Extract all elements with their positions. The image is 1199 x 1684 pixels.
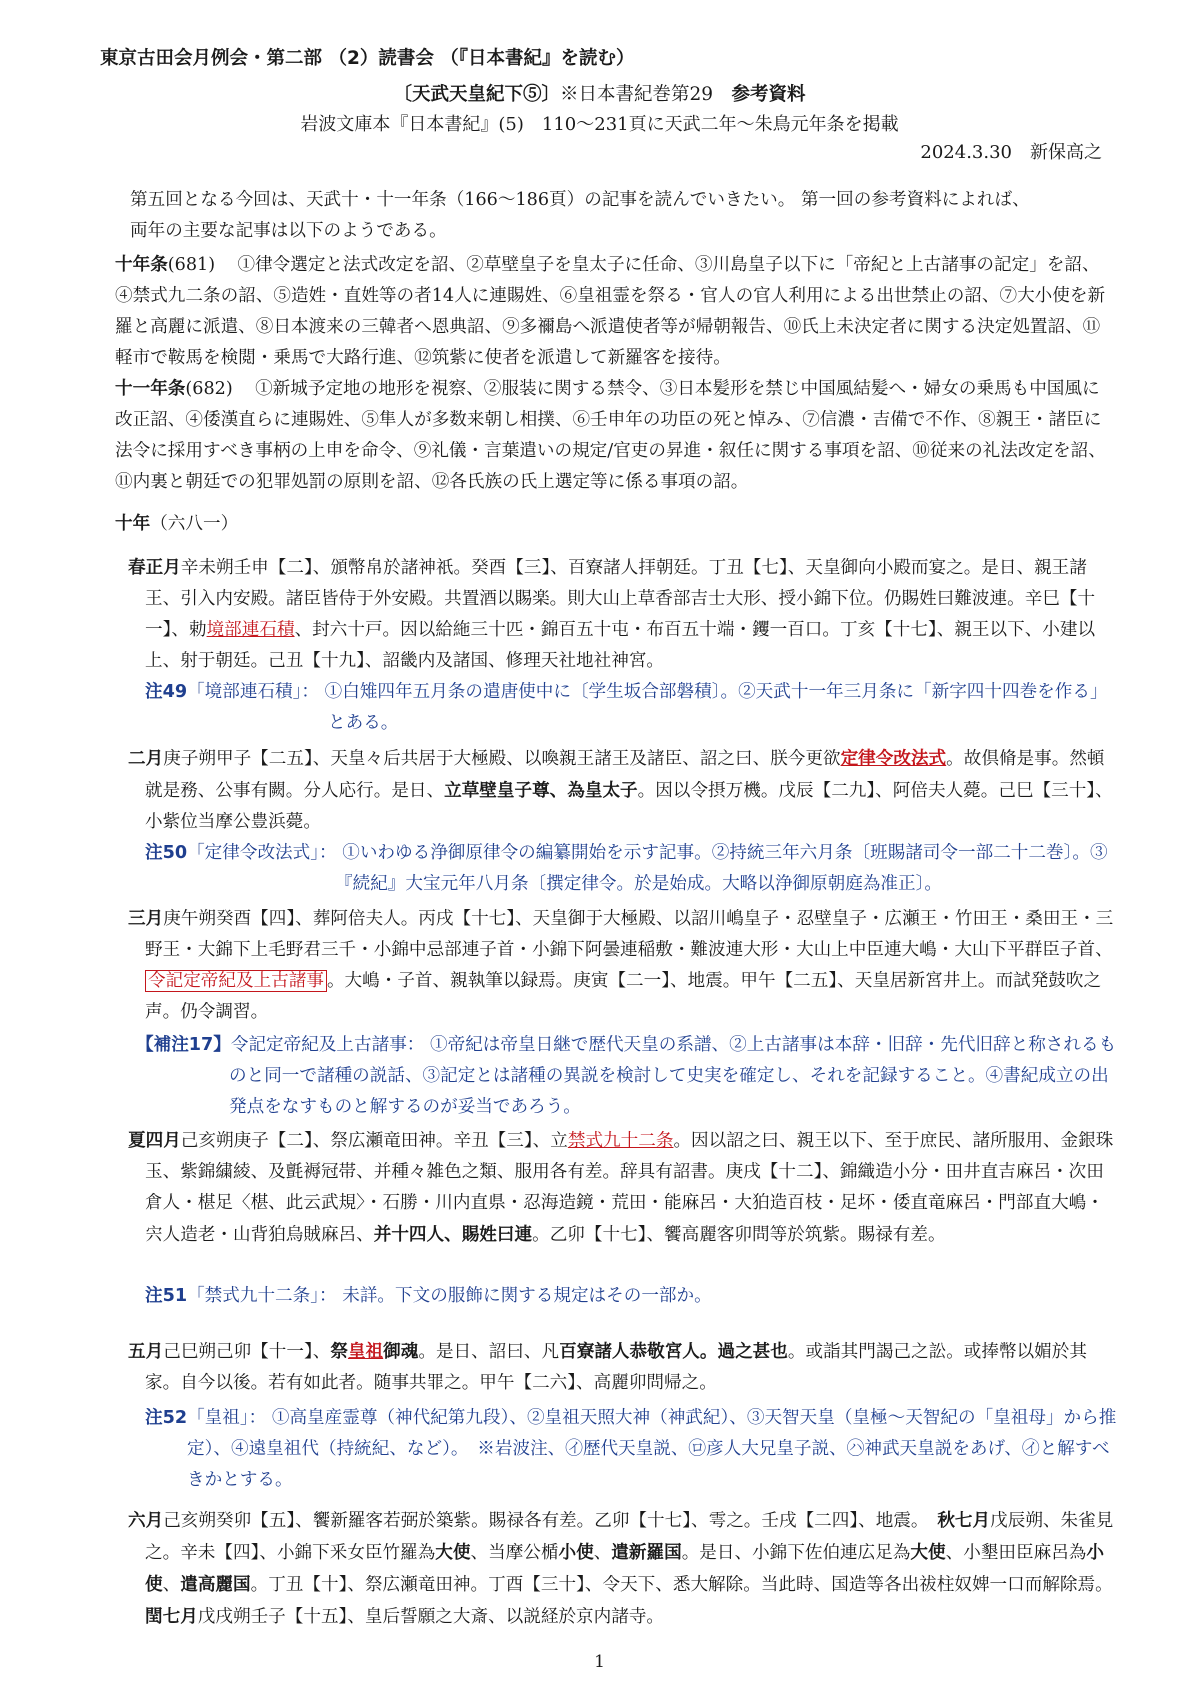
summary-10-text: ①律令選定と法式改定を詔、②草壁皇子を皇太子に任命、③川島皇子以下に「帝紀と上古諸事の記定」を詔、④禁式九二条の詔、⑤造姓・直姓等の者14人に連賜姓、⑥皇祖霊を祭る・官人の官人利用による出世禁止の詔、⑦大小使を新羅と高麗に派遣、⑧日本渡来の三韓者へ恩典詔、⑨多禰島へ派遣使者等が帰朝報告、⑩氏上未決定者に関する決定処置詔、⑪軽市で鞍馬を検閲・乗馬で大路行進、⑫筑紫に使者を派遣して新羅客を接待。 xyxy=(115,255,1106,368)
entry-text: 、 xyxy=(593,1543,612,1563)
entry-text: 戊戌朔壬子【十五】、皇后誓願之大斎、以説経於京内諸寺。 xyxy=(197,1607,665,1627)
entry-text: 。是日、詔曰、凡 xyxy=(418,1342,560,1362)
entry-text: 庚午朔癸酉【四】、葬阿倍夫人。丙戌【十七】、天皇御于大極殿、以詔川嶋皇子・忍壁皇子・広瀬王・竹田王・桑田王・三野王・大錦下上毛野君三千・小錦中忌部連子首・小錦下阿曇連稲敷・難波連大形・大山上中臣連大嶋・大山下平群臣子首、 xyxy=(145,909,1114,960)
entry-text: 庚子朔甲子【二五】、天皇々后共居于大極殿、以喚親王諸王及諸臣、詔之曰、朕今更欲 xyxy=(163,749,841,769)
bold-term: 大使 xyxy=(435,1542,471,1563)
entry-text: 、小墾田臣麻呂為 xyxy=(945,1543,1087,1563)
note-text: 未詳。下文の服飾に関する規定はその一部か。 xyxy=(342,1286,712,1306)
note-text: ①白雉四年五月条の遣唐使中に〔学生坂合部磐積〕。②天武十一年三月条に「新字四十四巻を作る」とある。 xyxy=(324,682,1108,733)
entry-text: 辛未朔壬申【二】、頒幣帛於諸神祇。癸酉【三】、百寮諸人拝朝廷。丁丑【七】、天皇御向小殿而宴之。是日、親王諸王、引入内安殿。諸臣皆侍于外安殿。共置酒以賜楽。則大山上草香部吉士大形、授小錦下位。仍賜姓曰難波連。辛巳【十一】、勅 xyxy=(145,558,1096,640)
entry-text: 。大嶋・子首、親執筆以録焉。庚寅【二一】、地震。甲午【二五】、天皇居新宮井上。而試発鼓吹之声。仍令調習。 xyxy=(145,971,1102,1022)
highlight-term: 禁式九十二条 xyxy=(567,1131,674,1151)
highlight-term: 定律令改法式 xyxy=(840,748,947,769)
note-52 xyxy=(145,1403,1120,1496)
entry-january xyxy=(128,552,1120,677)
note-label: 注52 xyxy=(145,1408,188,1428)
summary-11-text: ①新城予定地の地形を視察、②服装に関する禁令、③日本髪形を禁じ中国風結髪へ・婦女の乗馬も中国風に改正詔、④倭漢直らに連賜姓、⑤隼人が多数来朝し相撲、⑥壬申年の功臣の死と悼み、⑦信濃・吉備で不作、⑧親王・諸臣に法令に採用すべき事柄の上申を命令、⑨礼儀・言葉遣いの規定/官吏の昇進・叙任に関する事項を詔、⑩従来の礼法改定を詔、⑪内裏と朝廷での犯罪処罰の原則を詔、⑫各氏族の氏上選定等に係る事項の詔。 xyxy=(115,379,1106,492)
header-subtitle xyxy=(0,80,1199,106)
bold-term: 立草壁皇子尊、為皇太子 xyxy=(444,780,638,801)
entry-month: 五月 xyxy=(128,1341,164,1362)
highlight-term: 境部連石積 xyxy=(206,620,295,640)
entry-june-july xyxy=(128,1505,1120,1633)
entry-month: 三月 xyxy=(128,908,164,929)
entry-month: 夏四月 xyxy=(128,1130,181,1151)
summary-10-year: (681) xyxy=(167,255,216,275)
entry-month: 二月 xyxy=(128,748,164,769)
bold-term: 遣新羅国 xyxy=(611,1542,682,1563)
summary-11-key: 十一年条 xyxy=(115,379,186,399)
entry-text: 己亥朔庚子【二】、祭広瀬竜田神。辛丑【三】、立 xyxy=(180,1131,568,1151)
note-head: 令記定帝紀及上古諸事： xyxy=(230,1035,425,1055)
summary-11 xyxy=(115,374,1113,498)
year-heading xyxy=(115,510,238,535)
header-source: 岩波文庫本『日本書紀』(5) 110〜231頁に天武二年〜朱鳥元年条を掲載 xyxy=(300,114,899,135)
bold-term: 并十四人、賜姓曰連 xyxy=(373,1224,533,1245)
note-text: ①高皇産霊尊（神代紀第九段）、②皇祖天照大神（神武紀）、③天智天皇（皇極〜天智紀の「皇祖母」から推定）、④遠皇祖代（持統紀、など）。 ※岩波注、㋑歴代天皇説、㋺彦人大兄皇子説、㋩神武天皇説をあげ、㋑と解すべきかとする。 xyxy=(187,1408,1117,1490)
entry-text: 、 xyxy=(162,1575,181,1595)
bold-term: 小使 xyxy=(145,1542,1104,1595)
entry-text: 。是日、小錦下佐伯連広足為 xyxy=(681,1543,911,1563)
note-label: 注51 xyxy=(145,1286,188,1306)
intro-paragraph xyxy=(130,185,1120,247)
entry-text: 。因以令摂万機。戊辰【二九】、阿倍夫人薨。己巳【三十】、小紫位当摩公豊浜薨。 xyxy=(145,781,1113,832)
bold-term: 遣高麗国 xyxy=(180,1574,251,1595)
header-subtitle-text: ※日本書紀巻第29 xyxy=(559,84,732,105)
intro-line-1: 第五回となる今回は、天武十・十一年条（166〜186頁）の記事を読んでいきたい。 第一回の参考資料によれば、 xyxy=(130,190,1030,210)
entry-may xyxy=(128,1336,1120,1399)
entry-month: 六月 xyxy=(128,1510,164,1531)
entry-text: 。或詣其門謁己之訟。或捧幣以媚於其家。自今以後。若有如此者。随事共罪之。甲午【二六】、高麗卯問帰之。 xyxy=(145,1342,1087,1393)
note-head: 「境部連石積」： xyxy=(187,682,320,702)
year-heading-label: 十年 xyxy=(115,514,151,534)
highlight-term: 皇祖 xyxy=(347,1341,384,1362)
entry-month: 秋七月 xyxy=(937,1510,991,1531)
entry-text: 己巳朔己卯【十一】、 xyxy=(163,1342,331,1362)
entry-text: 。因以詔之曰、親王以下、至于庶民、諸所服用、金銀珠玉、紫錦繍綾、及氈褥冠帯、并種々雑色之類、服用各有差。辞具有詔書。庚戌【十二】、錦織造小分・田井直吉麻呂・次田倉人・椹足〈椹、此云武規〉・石勝・川内直県・忍海造鏡・荒田・能麻呂・大狛造百枝・足坏・倭直竜麻呂・門部直大嶋・宍人造老・山背狛烏賊麻呂、 xyxy=(145,1131,1114,1245)
page-number: 1 xyxy=(594,1652,605,1672)
entry-month: 春正月 xyxy=(128,557,181,578)
header-title: 東京古田会月例会・第二部 （2）読書会 （『日本書紀』を読む） xyxy=(100,48,635,69)
header-subtitle-bold: 〔天武天皇紀下⑤〕 xyxy=(393,84,560,105)
entry-month: 閏七月 xyxy=(145,1606,198,1627)
summary-10 xyxy=(115,250,1113,374)
entry-text: 己亥朔癸卯【五】、饗新羅客若弼於築紫。賜禄各有差。乙卯【十七】、雩之。壬戌【二四】、地震。 xyxy=(163,1511,938,1531)
entry-february xyxy=(128,743,1120,838)
entry-text: 。乙卯【十七】、饗高麗客卯問等於筑紫。賜禄有差。 xyxy=(532,1225,946,1245)
bold-term: 百寮諸人恭敬宮人。過之甚也 xyxy=(559,1341,788,1362)
note-text: ①いわゆる浄御原律令の編纂開始を示す記事。②持統三年六月条〔班賜諸司令一部二十二巻〕。③『続紀』大宝元年八月条〔撰定律令。於是始成。大略以浄御原朝庭為准正〕。 xyxy=(335,843,1108,894)
summary-11-year: (682) xyxy=(185,379,233,399)
entry-march xyxy=(128,903,1120,1028)
intro-line-2: 両年の主要な記事は以下のようである。 xyxy=(130,221,447,241)
summary-10-key: 十年条 xyxy=(115,255,168,275)
entry-text: 。故倶脩是事。然頓就是務、公事有闕。分人応行。是日、 xyxy=(145,749,1105,801)
note-head: 「皇祖」： xyxy=(187,1408,267,1428)
entry-text: 、当摩公楯 xyxy=(470,1543,559,1563)
entry-april xyxy=(128,1125,1120,1251)
entry-text: 。丁丑【十】、祭広瀬竜田神。丁酉【三十】、令天下、悉大解除。当此時、国造等各出祓柱奴婢一口而解除焉。 xyxy=(250,1575,1122,1595)
year-heading-kanji: （六八一） xyxy=(150,514,239,534)
note-49 xyxy=(145,677,1120,739)
header-subtitle-bold2: 参考資料 xyxy=(731,84,806,105)
hochu-17 xyxy=(136,1030,1120,1123)
bold-term: 大使 xyxy=(910,1542,946,1563)
note-50 xyxy=(145,838,1120,900)
entry-text: 、封六十戸。因以給絁三十匹・錦百五十屯・布百五十端・钁一百口。丁亥【十七】、親王以下、小建以上、射于朝廷。己丑【十九】、詔畿内及諸国、修理天社地社神宮。 xyxy=(145,620,1096,671)
boxed-term: 令記定帝紀及上古諸事 xyxy=(145,970,327,992)
note-label: 注50 xyxy=(145,843,188,863)
entry-text: 戊辰朔、朱雀見之。辛未【四】、小錦下釆女臣竹羅為 xyxy=(145,1511,1114,1563)
note-label: 【補注17】 xyxy=(136,1035,231,1055)
bold-term: 御魂 xyxy=(383,1341,419,1362)
bold-term: 祭 xyxy=(330,1341,348,1362)
bold-term: 小使 xyxy=(558,1542,594,1563)
note-text: ①帝紀は帝皇日継で歴代天皇の系譜、②上古諸事は本辞・旧辞・先代旧辞と称されるものと同一で諸種の説話、③記定とは諸種の異説を検討して史実を確定し、それを記録すること。④書紀成立の出発点をなすものと解するのが妥当であろう。 xyxy=(229,1035,1117,1117)
note-51 xyxy=(145,1281,1120,1312)
note-head: 「禁式九十二条」： xyxy=(187,1286,337,1306)
note-head: 「定律令改法式」： xyxy=(187,843,337,863)
header-date-author: 2024.3.30 新保高之 xyxy=(920,142,1102,163)
note-label: 注49 xyxy=(145,682,188,702)
